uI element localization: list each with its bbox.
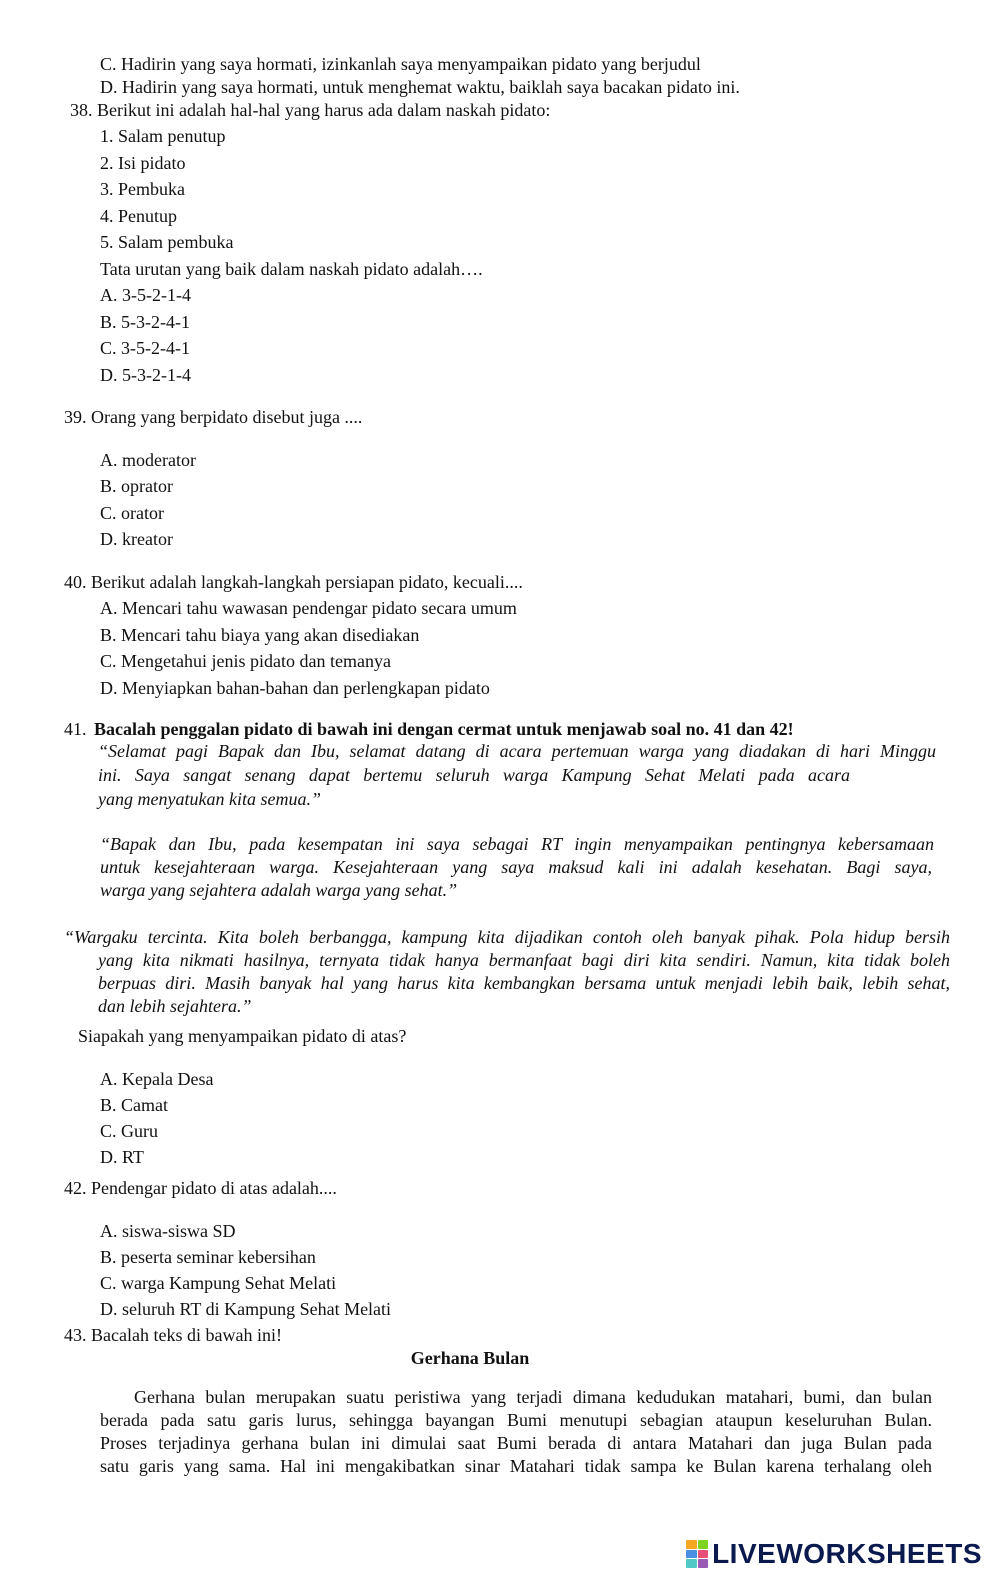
- q38-option-c: C. 3-5-2-4-1: [100, 338, 190, 358]
- speech-para3-line: “Wargaku tercinta. Kita boleh berbangga, kampung kita dijadikan contoh oleh banyak pihak. Pola hidup bersih: [64, 927, 950, 947]
- reading-line: satu garis yang sama. Hal ini mengakibatkan sinar Matahari tidak sampa ke Bulan karena terhalang oleh: [100, 1456, 932, 1476]
- q41-number: 41.: [64, 719, 87, 739]
- q40-question: 40. Berikut adalah langkah-langkah persiapan pidato, kecuali....: [64, 572, 523, 592]
- q41-option-a: A. Kepala Desa: [100, 1069, 214, 1089]
- q37-option-c: C. Hadirin yang saya hormati, izinkanlah saya menyampaikan pidato yang berjudul: [100, 54, 701, 74]
- speech-para3-line: yang kita nikmati hasilnya, ternyata tidak hanya bermanfaat bagi diri kita sendiri. Namun, kita tidak boleh: [98, 950, 950, 970]
- q39-question: 39. Orang yang berpidato disebut juga ....: [64, 407, 363, 427]
- q42-option-a: A. siswa-siswa SD: [100, 1221, 236, 1241]
- q38-prompt: Tata urutan yang baik dalam naskah pidato adalah….: [100, 259, 483, 279]
- q38-option-a: A. 3-5-2-1-4: [100, 285, 191, 305]
- logo-block: [698, 1559, 709, 1568]
- q42-question: 42. Pendengar pidato di atas adalah....: [64, 1178, 337, 1198]
- q41-question: Siapakah yang menyampaikan pidato di atas?: [78, 1026, 407, 1046]
- q42-option-d: D. seluruh RT di Kampung Sehat Melati: [100, 1299, 392, 1319]
- q40-option-b: B. Mencari tahu biaya yang akan disediakan: [100, 625, 420, 645]
- q42-option-c: C. warga Kampung Sehat Melati: [100, 1273, 337, 1293]
- q40-option-d: D. Menyiapkan bahan-bahan dan perlengkapan pidato: [100, 678, 490, 698]
- speech-para3-line: dan lebih sejahtera.”: [98, 996, 252, 1016]
- speech-para1-line: ini. Saya sangat senang dapat bertemu seluruh warga Kampung Sehat Melati pada acara: [98, 765, 850, 785]
- q38-item: 2. Isi pidato: [100, 153, 186, 173]
- q37-option-d: D. Hadirin yang saya hormati, untuk menghemat waktu, baiklah saya bacakan pidato ini.: [100, 77, 740, 97]
- q41-instruction: Bacalah penggalan pidato di bawah ini dengan cermat untuk menjawab soal no. 41 dan 42!: [94, 719, 794, 739]
- q38-item: 5. Salam pembuka: [100, 232, 234, 252]
- logo-text: LIVEWORKSHEETS: [712, 1538, 982, 1569]
- q38-item: 3. Pembuka: [100, 179, 185, 199]
- q38-option-d: D. 5-3-2-1-4: [100, 365, 191, 385]
- speech-para2-line: “Bapak dan Ibu, pada kesempatan ini saya sebagai RT ingin menyampaikan pentingnya kebersamaan: [100, 834, 934, 854]
- speech-para2-line: warga yang sejahtera adalah warga yang sehat.”: [100, 880, 458, 900]
- q41-option-d: D. RT: [100, 1147, 144, 1167]
- logo-block: [698, 1540, 709, 1549]
- logo-block: [686, 1550, 697, 1559]
- liveworksheets-logo-icon: [686, 1540, 708, 1568]
- logo-block: [686, 1540, 697, 1549]
- speech-para1-line: yang menyatukan kita semua.”: [98, 789, 321, 809]
- q38-item: 4. Penutup: [100, 206, 178, 226]
- q38-item: 1. Salam penutup: [100, 126, 226, 146]
- reading-line: Proses terjadinya gerhana bulan ini dimulai saat Bumi berada di antara Matahari dan juga Bulan pada: [100, 1433, 932, 1453]
- q38-question: 38. Berikut ini adalah hal-hal yang harus ada dalam naskah pidato:: [70, 100, 551, 120]
- q41-option-b: B. Camat: [100, 1095, 168, 1115]
- q42-option-b: B. peserta seminar kebersihan: [100, 1247, 316, 1267]
- logo-block: [698, 1550, 709, 1559]
- q39-option-c: C. orator: [100, 503, 164, 523]
- q38-option-b: B. 5-3-2-4-1: [100, 312, 190, 332]
- reading-line: berada pada satu garis lurus, sehingga bayangan Bumi menutupi sebagian ataupun keseluruhan Bulan.: [100, 1410, 932, 1430]
- speech-para2-line: untuk kesejahteraan warga. Kesejahteraan yang saya maksud kali ini adalah kesehatan. Bagi saya,: [100, 857, 932, 877]
- liveworksheets-logo: [686, 1538, 982, 1570]
- q41-option-c: C. Guru: [100, 1121, 158, 1141]
- q43-question: 43. Bacalah teks di bawah ini!: [64, 1325, 282, 1345]
- speech-para3-line: berpuas diri. Masih banyak hal yang harus kita kembangkan bersama untuk menjadi lebih baik, lebih sehat,: [98, 973, 950, 993]
- q40-option-c: C. Mengetahui jenis pidato dan temanya: [100, 651, 391, 671]
- reading-line: Gerhana bulan merupakan suatu peristiwa yang terjadi dimana kedudukan matahari, bumi, dan bulan: [134, 1387, 932, 1407]
- logo-block: [686, 1559, 697, 1568]
- q39-option-a: A. moderator: [100, 450, 196, 470]
- q39-option-b: B. oprator: [100, 476, 173, 496]
- reading-title: Gerhana Bulan: [410, 1348, 530, 1368]
- q40-option-a: A. Mencari tahu wawasan pendengar pidato secara umum: [100, 598, 517, 618]
- speech-para1-line: “Selamat pagi Bapak dan Ibu, selamat datang di acara pertemuan warga yang diadakan di hari Minggu: [98, 741, 936, 761]
- q39-option-d: D. kreator: [100, 529, 173, 549]
